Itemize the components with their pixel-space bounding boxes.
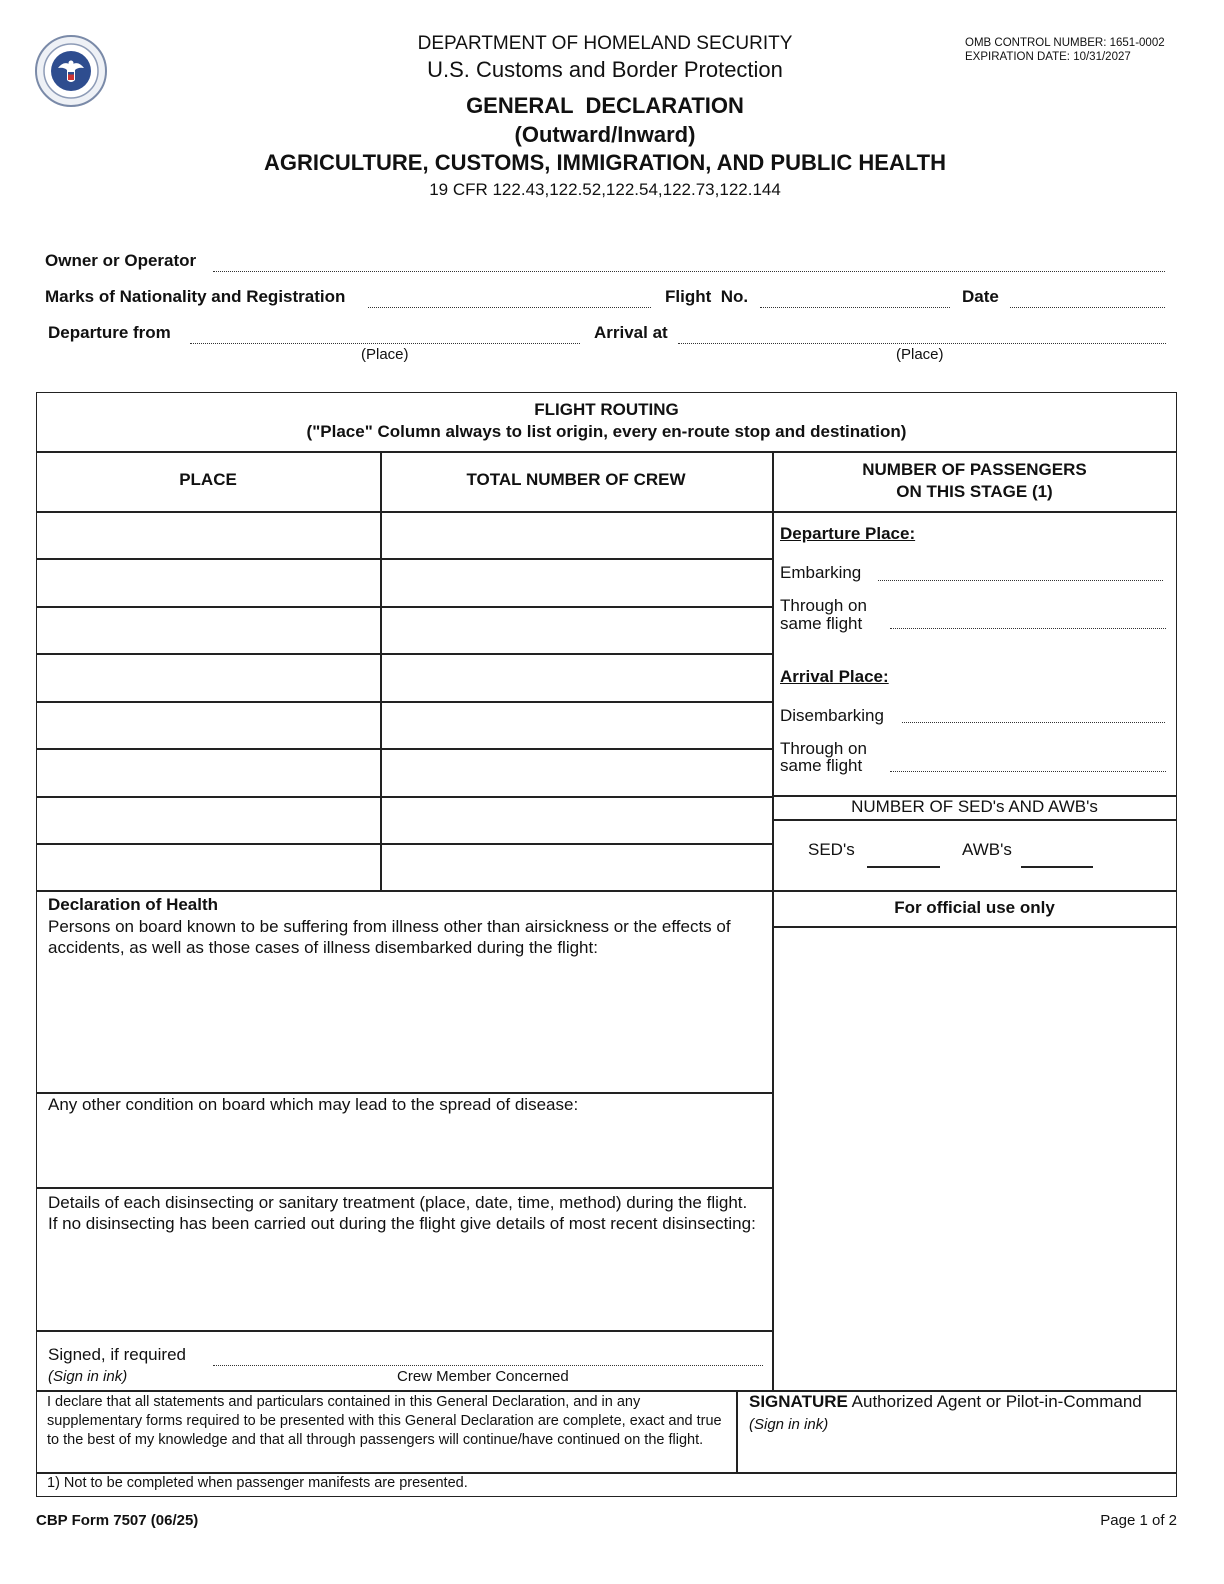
flight-routing-note: ("Place" Column always to list origin, every en-route stop and destination) bbox=[306, 422, 907, 441]
divider bbox=[36, 1330, 774, 1332]
divider bbox=[36, 451, 1177, 453]
arrival-place-caption: (Place) bbox=[896, 346, 944, 363]
cfr-reference: 19 CFR 122.43,122.52,122.54,122.73,122.144 bbox=[429, 180, 781, 199]
same-flight-label: same flight bbox=[780, 756, 863, 775]
departure-place-caption: (Place) bbox=[361, 346, 409, 363]
divider bbox=[736, 1390, 738, 1472]
pilot-signature-field[interactable] bbox=[740, 1440, 1172, 1470]
official-use-area bbox=[774, 928, 1175, 1388]
pilot-signature-label bbox=[749, 1392, 1142, 1412]
awbs-field[interactable] bbox=[1021, 866, 1093, 868]
routing-row-divider bbox=[36, 796, 772, 798]
date-label: Date bbox=[962, 287, 999, 306]
col-header-passengers: NUMBER OF PASSENGERS bbox=[862, 460, 1087, 479]
divider bbox=[36, 1187, 774, 1189]
seds-field[interactable] bbox=[867, 866, 940, 868]
same-flight-label: same flight bbox=[780, 614, 863, 633]
official-use-title: For official use only bbox=[894, 898, 1055, 917]
department-name: DEPARTMENT OF HOMELAND SECURITY bbox=[417, 33, 793, 54]
pilot-sign-in-ink-note: (Sign in ink) bbox=[749, 1416, 829, 1433]
marks-registration-field[interactable] bbox=[368, 307, 651, 308]
disembarking-label: Disembarking bbox=[780, 706, 884, 725]
arrival-place-heading: Arrival Place: bbox=[780, 667, 889, 686]
col-header-place: PLACE bbox=[179, 470, 237, 489]
date-field[interactable] bbox=[1010, 307, 1165, 308]
divider bbox=[772, 819, 1177, 821]
flight-no-label: Flight No. bbox=[665, 287, 749, 306]
form-title-agencies: AGRICULTURE, CUSTOMS, IMMIGRATION, AND PUBLIC HEALTH bbox=[264, 150, 946, 175]
disinsecting-label: Details of each disinsecting or sanitary treatment (place, date, time, method) during the flight. If no disinsecting has been carried out during the flight give details of most recent disinsecting: bbox=[48, 1193, 756, 1233]
crew-member-caption: Crew Member Concerned bbox=[397, 1368, 569, 1385]
routing-row-divider bbox=[36, 843, 772, 845]
through-on-label: Through on bbox=[780, 596, 867, 615]
routing-row-divider bbox=[36, 558, 772, 560]
departure-from-label: Departure from bbox=[48, 323, 171, 342]
flight-routing-title: FLIGHT ROUTING bbox=[534, 400, 679, 419]
form-number: CBP Form 7507 (06/25) bbox=[36, 1512, 199, 1529]
sign-in-ink-note: (Sign in ink) bbox=[48, 1368, 128, 1385]
form-title: GENERAL DECLARATION bbox=[466, 93, 744, 118]
arrival-at-label: Arrival at bbox=[594, 323, 668, 342]
col-header-crew: TOTAL NUMBER OF CREW bbox=[466, 470, 686, 489]
health-declaration-text: Persons on board known to be suffering from illness other than airsickness or the effects of accidents, as well as those cases of illness disembarked during the flight: bbox=[48, 917, 731, 957]
agency-name: U.S. Customs and Border Protection bbox=[427, 57, 783, 82]
col-header-passengers-stage: ON THIS STAGE (1) bbox=[896, 482, 1053, 501]
divider bbox=[380, 451, 382, 891]
departure-place-heading: Departure Place: bbox=[780, 524, 916, 543]
routing-row-divider bbox=[36, 653, 772, 655]
embarking-field[interactable] bbox=[878, 580, 1163, 581]
divider bbox=[36, 511, 1177, 513]
departure-from-field[interactable] bbox=[190, 343, 580, 344]
signature-label-rest: Authorized Agent or Pilot-in-Command bbox=[847, 1392, 1142, 1411]
other-condition-label: Any other condition on board which may lead to the spread of disease: bbox=[48, 1095, 579, 1114]
marks-registration-label: Marks of Nationality and Registration bbox=[45, 287, 346, 306]
omb-control-number: OMB CONTROL NUMBER: 1651-0002 bbox=[965, 37, 1165, 49]
signature-bold-label: SIGNATURE bbox=[749, 1392, 848, 1411]
arrival-at-field[interactable] bbox=[678, 343, 1166, 344]
footnote: 1) Not to be completed when passenger manifests are presented. bbox=[47, 1475, 468, 1491]
divider bbox=[36, 1092, 774, 1094]
declaration-statement: I declare that all statements and particulars contained in this General Declaration, and in any supplementary forms required to be presented with this General Declaration are complete, exact and true to the best of my knowledge and that all through passengers will continue/have continued on the flight. bbox=[47, 1394, 722, 1448]
health-declaration-title: Declaration of Health bbox=[48, 895, 219, 914]
form-subtitle: (Outward/Inward) bbox=[514, 122, 696, 147]
through-on-label: Through on bbox=[780, 739, 867, 758]
owner-operator-label: Owner or Operator bbox=[45, 251, 197, 270]
expiration-date: EXPIRATION DATE: 10/31/2027 bbox=[965, 51, 1131, 63]
flight-no-field[interactable] bbox=[760, 307, 950, 308]
awbs-label: AWB's bbox=[962, 840, 1012, 859]
routing-row-divider bbox=[36, 748, 772, 750]
signed-if-required-label: Signed, if required bbox=[48, 1345, 186, 1364]
departure-through-field[interactable] bbox=[890, 628, 1166, 629]
routing-table-bottom bbox=[36, 890, 1177, 892]
arrival-through-field[interactable] bbox=[890, 771, 1166, 772]
seds-label: SED's bbox=[808, 840, 855, 859]
disembarking-field[interactable] bbox=[902, 722, 1165, 723]
embarking-label: Embarking bbox=[780, 563, 862, 582]
crew-signature-field[interactable] bbox=[213, 1365, 763, 1366]
routing-row-divider bbox=[36, 701, 772, 703]
owner-operator-field[interactable] bbox=[213, 271, 1165, 272]
page-number: Page 1 of 2 bbox=[1100, 1512, 1177, 1529]
divider bbox=[36, 1472, 1177, 1474]
routing-row-divider bbox=[36, 606, 772, 608]
sed-awb-heading: NUMBER OF SED's AND AWB's bbox=[851, 797, 1098, 816]
dhs-seal-logo bbox=[34, 34, 108, 108]
